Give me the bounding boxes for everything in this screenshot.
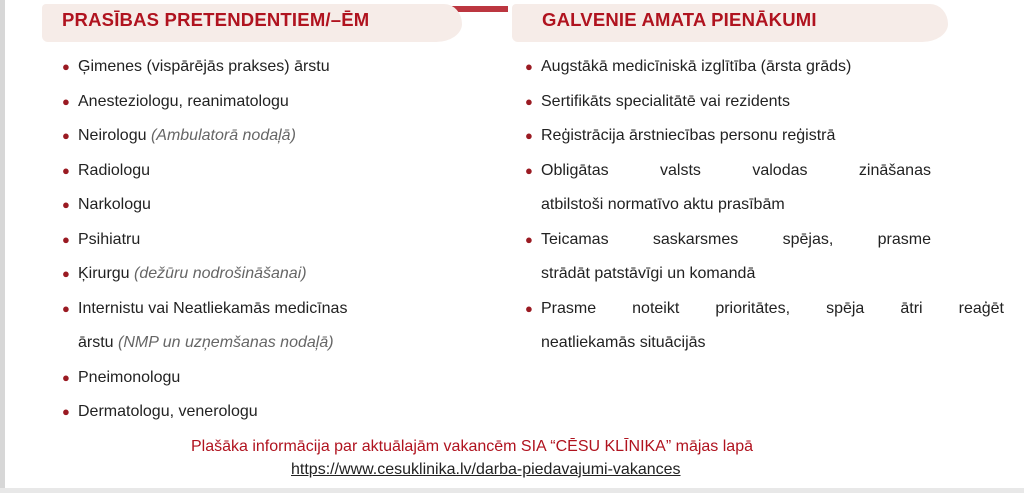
vacancy-info-label: Plašāka informācija par aktuālajām vakancēm SIA “CĒSU KLĪNIKA” mājas lapā: [190, 438, 753, 455]
item-text: Internistu vai Neatliekamās medicīnas: [78, 299, 348, 317]
bullet-icon: ●: [525, 93, 533, 109]
list-item: [62, 223, 482, 258]
list-item: [62, 395, 482, 430]
bullet-icon: ●: [62, 300, 70, 316]
item-text: Anesteziologu, reanimatologu: [78, 92, 289, 110]
item-text: Dermatologu, venerologu: [78, 403, 258, 420]
word: spēja: [826, 299, 865, 317]
item-text: Radiologu: [78, 161, 151, 179]
word: Teicamas: [541, 230, 609, 248]
list-item: [62, 292, 482, 361]
vacancy-info-text: [0, 438, 1024, 456]
list-item: [525, 85, 995, 120]
bullet-icon: ●: [525, 128, 533, 143]
item-text: [541, 292, 1004, 327]
bullet-icon: ●: [62, 404, 70, 419]
list-item: [525, 223, 995, 292]
word: saskarsmes: [652, 230, 739, 248]
item-text: Ķirurgu: [78, 265, 130, 282]
bullet-icon: ●: [62, 197, 70, 212]
word: valsts: [660, 161, 701, 179]
requirements-list: [62, 50, 482, 430]
bullet-icon: ●: [525, 59, 533, 74]
item-text-continued: neatliekamās situācijās: [541, 334, 706, 351]
item-text: Sertifikāts specialitātē vai rezidents: [541, 92, 790, 110]
requirements-heading: PRASĪBAS PRETENDENTIEM/–ĒM: [62, 9, 370, 30]
list-item: [62, 154, 482, 189]
vacancies-link[interactable]: https://www.cesuklinika.lv/darba-piedavajumi-vakances: [291, 461, 681, 478]
word: noteikt: [632, 299, 680, 317]
item-text: Neirologu: [78, 127, 147, 144]
item-text: Augstākā medicīniskā izglītība (ārsta grāds): [541, 58, 852, 75]
bullet-icon: ●: [62, 266, 70, 281]
duties-list: [525, 50, 1004, 361]
word: spējas,: [782, 230, 834, 248]
list-item: [525, 154, 995, 223]
bullet-icon: ●: [62, 369, 70, 385]
item-text-continued: strādāt patstāvīgi un komandā: [541, 265, 756, 282]
item-text-continued: atbilstoši normatīvo aktu prasībām: [541, 196, 785, 213]
bullet-icon: ●: [525, 231, 533, 247]
item-text: [541, 223, 931, 258]
item-text: Narkologu: [78, 196, 151, 213]
item-text: [541, 154, 931, 189]
bullet-icon: ●: [62, 59, 70, 74]
bullet-icon: ●: [525, 162, 533, 178]
list-item: [62, 85, 482, 120]
word: Prasme: [541, 299, 597, 317]
duties-heading: GALVENIE AMATA PIENĀKUMI: [542, 9, 817, 30]
list-item: [62, 361, 482, 396]
word: Obligātas: [541, 161, 609, 179]
item-text: Psihiatru: [78, 230, 141, 248]
bullet-icon: ●: [525, 300, 533, 316]
word: reaģēt: [958, 299, 1004, 317]
bullet-icon: ●: [62, 231, 70, 247]
bullet-icon: ●: [62, 93, 70, 109]
bullet-icon: ●: [62, 128, 70, 143]
word: prasme: [877, 230, 931, 248]
item-note: (NMP un uzņemšanas nodaļā): [118, 334, 334, 351]
page-edge: [0, 0, 5, 493]
word: valodas: [752, 161, 808, 179]
list-item: [62, 50, 482, 85]
item-text: Reģistrācija ārstniecības personu reģistrā: [541, 127, 836, 144]
list-item: [62, 257, 482, 292]
word: zināšanas: [858, 161, 931, 179]
list-item: [525, 292, 1004, 361]
word: prioritātes,: [715, 299, 791, 317]
item-text-continued: ārstu: [78, 334, 114, 351]
item-text: Ģimenes (vispārējās prakses) ārstu: [78, 58, 330, 75]
bottom-divider: [0, 488, 1024, 493]
list-item: [525, 50, 995, 85]
item-note: (Ambulatorā nodaļā): [150, 127, 296, 144]
list-item: [525, 119, 995, 154]
list-item: [62, 119, 482, 154]
item-note: (dežūru nodrošināšanai): [134, 265, 307, 282]
bullet-icon: ●: [62, 162, 70, 178]
word: ātri: [900, 299, 923, 317]
item-text: Pneimonologu: [78, 368, 181, 386]
list-item: [62, 188, 482, 223]
